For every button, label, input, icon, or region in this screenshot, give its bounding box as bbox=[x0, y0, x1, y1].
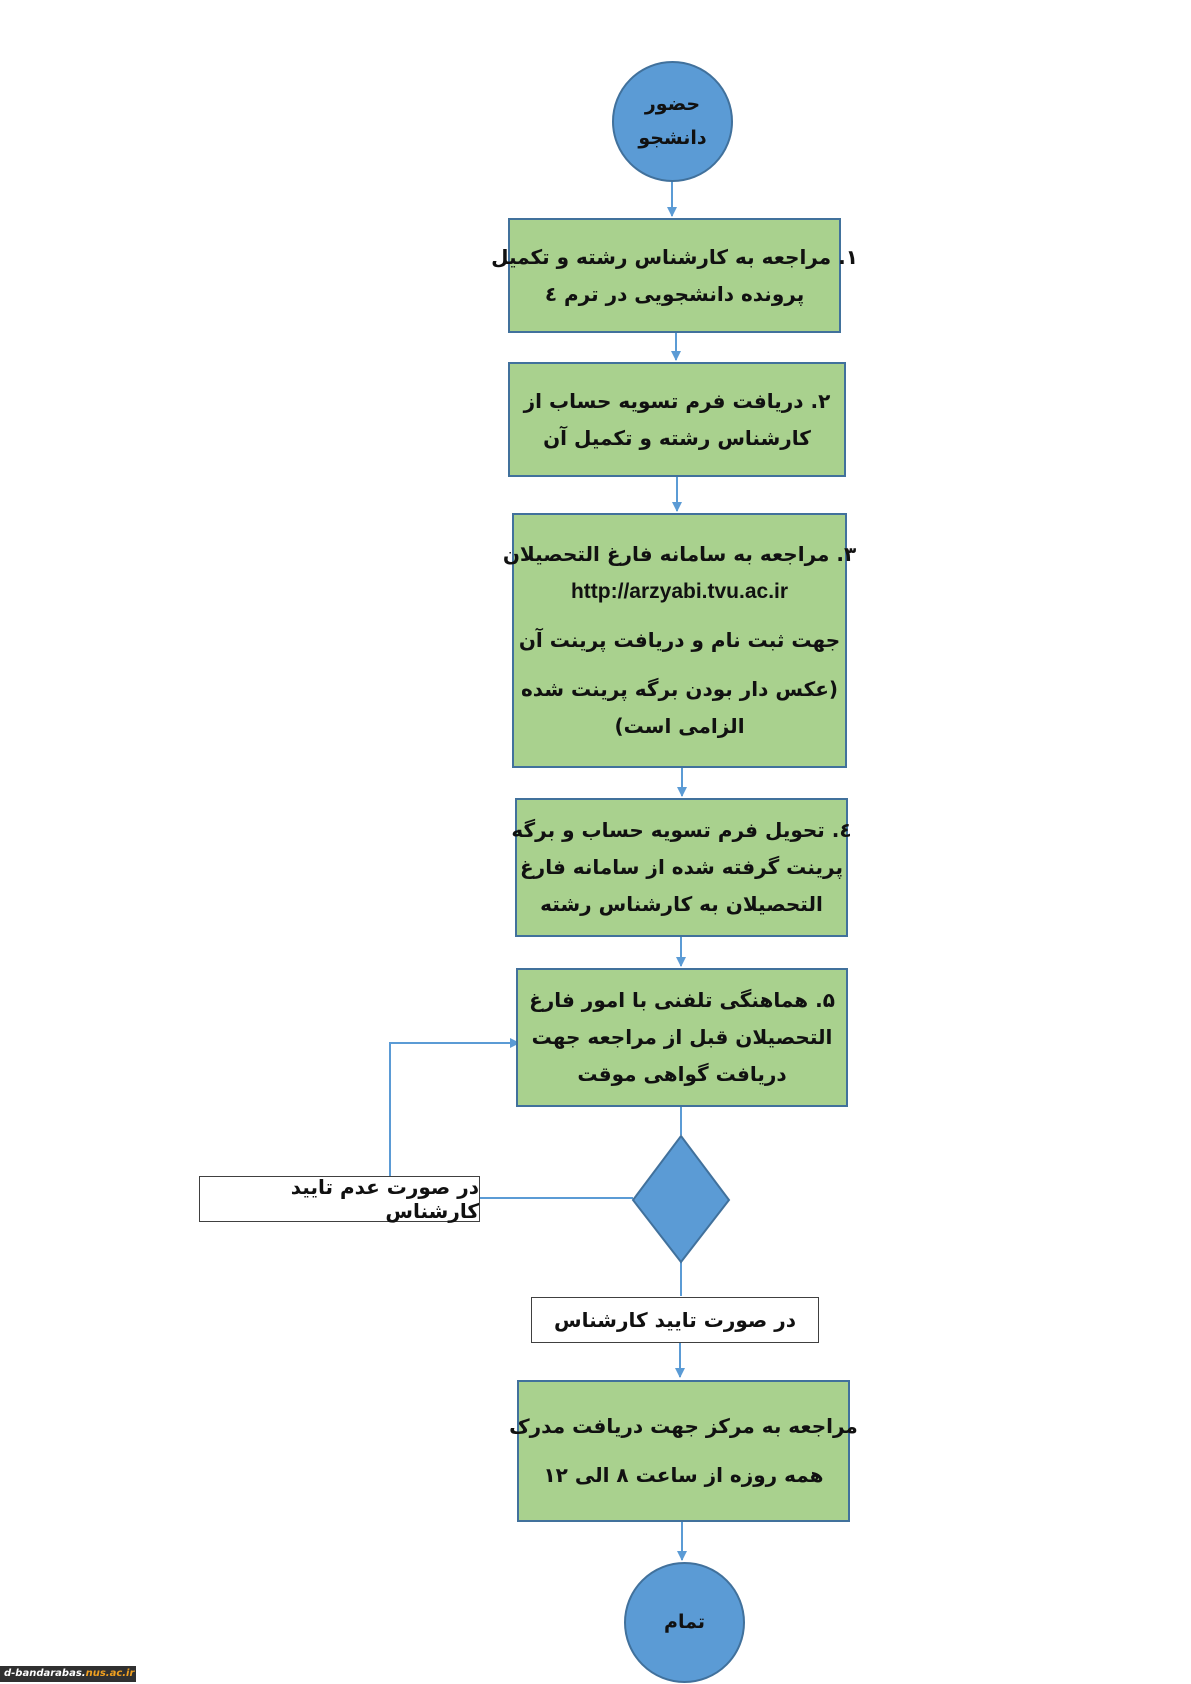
step-4-line-2: پرینت گرفته شده از سامانه فارغ bbox=[520, 855, 843, 879]
watermark-prefix: d-bandarabas. bbox=[4, 1668, 86, 1679]
step-5-line-2: التحصیلان قبل از مراجعه جهت bbox=[531, 1025, 833, 1049]
step-3-line-1: ۳. مراجعه به سامانه فارغ التحصیلان bbox=[502, 542, 857, 566]
site-watermark bbox=[0, 1666, 136, 1682]
final-step-box bbox=[509, 1380, 858, 1522]
step-1-line-2: پرونده دانشجویی در ترم ٤ bbox=[544, 281, 805, 306]
step-1-box bbox=[491, 218, 858, 333]
end-node-label: تمام bbox=[664, 1610, 705, 1633]
approve-label: در صورت تایید کارشناس bbox=[554, 1308, 796, 1332]
end-node bbox=[624, 1562, 745, 1683]
step-3-line-3: جهت ثبت نام و دریافت پرینت آن bbox=[518, 628, 841, 652]
reject-label: در صورت عدم تایید کارشناس bbox=[290, 1175, 479, 1223]
step-3-line-5: الزامی است) bbox=[614, 714, 745, 738]
step-3-box bbox=[502, 513, 857, 768]
start-node bbox=[612, 61, 733, 182]
step-3-line-4: (عکس دار بودن برگه پرینت شده bbox=[520, 677, 839, 701]
start-node-label: حضور دانشجو bbox=[638, 93, 707, 149]
step-3-url: http://arzyabi.tvu.ac.ir bbox=[570, 580, 789, 603]
reject-label-box bbox=[199, 1176, 480, 1222]
step-5-box bbox=[516, 968, 848, 1107]
step-2-box bbox=[508, 362, 846, 477]
step-4-box bbox=[511, 798, 852, 937]
step-5-line-3: دریافت گواهی موقت bbox=[577, 1062, 787, 1086]
approve-label-box bbox=[531, 1297, 819, 1343]
step-2-line-2: کارشناس رشته و تکمیل آن bbox=[543, 425, 811, 450]
step-1-line-1: ۱. مراجعه به کارشناس رشته و تکمیل bbox=[491, 244, 858, 269]
step-4-line-1: ٤. تحویل فرم تسویه حساب و برگه bbox=[511, 818, 852, 842]
watermark-domain: nus.ac.ir bbox=[85, 1668, 135, 1679]
step-5-line-1: ۵. هماهنگی تلفنی با امور فارغ bbox=[529, 988, 835, 1012]
step-4-line-3: التحصیلان به کارشناس رشته bbox=[540, 892, 823, 916]
final-step-line-2: همه روزه از ساعت ۸ الی ۱۲ bbox=[543, 1463, 824, 1487]
final-step-line-1: مراجعه به مرکز جهت دریافت مدرک bbox=[509, 1414, 858, 1438]
step-2-line-1: ۲. دریافت فرم تسویه حساب از bbox=[523, 388, 831, 413]
